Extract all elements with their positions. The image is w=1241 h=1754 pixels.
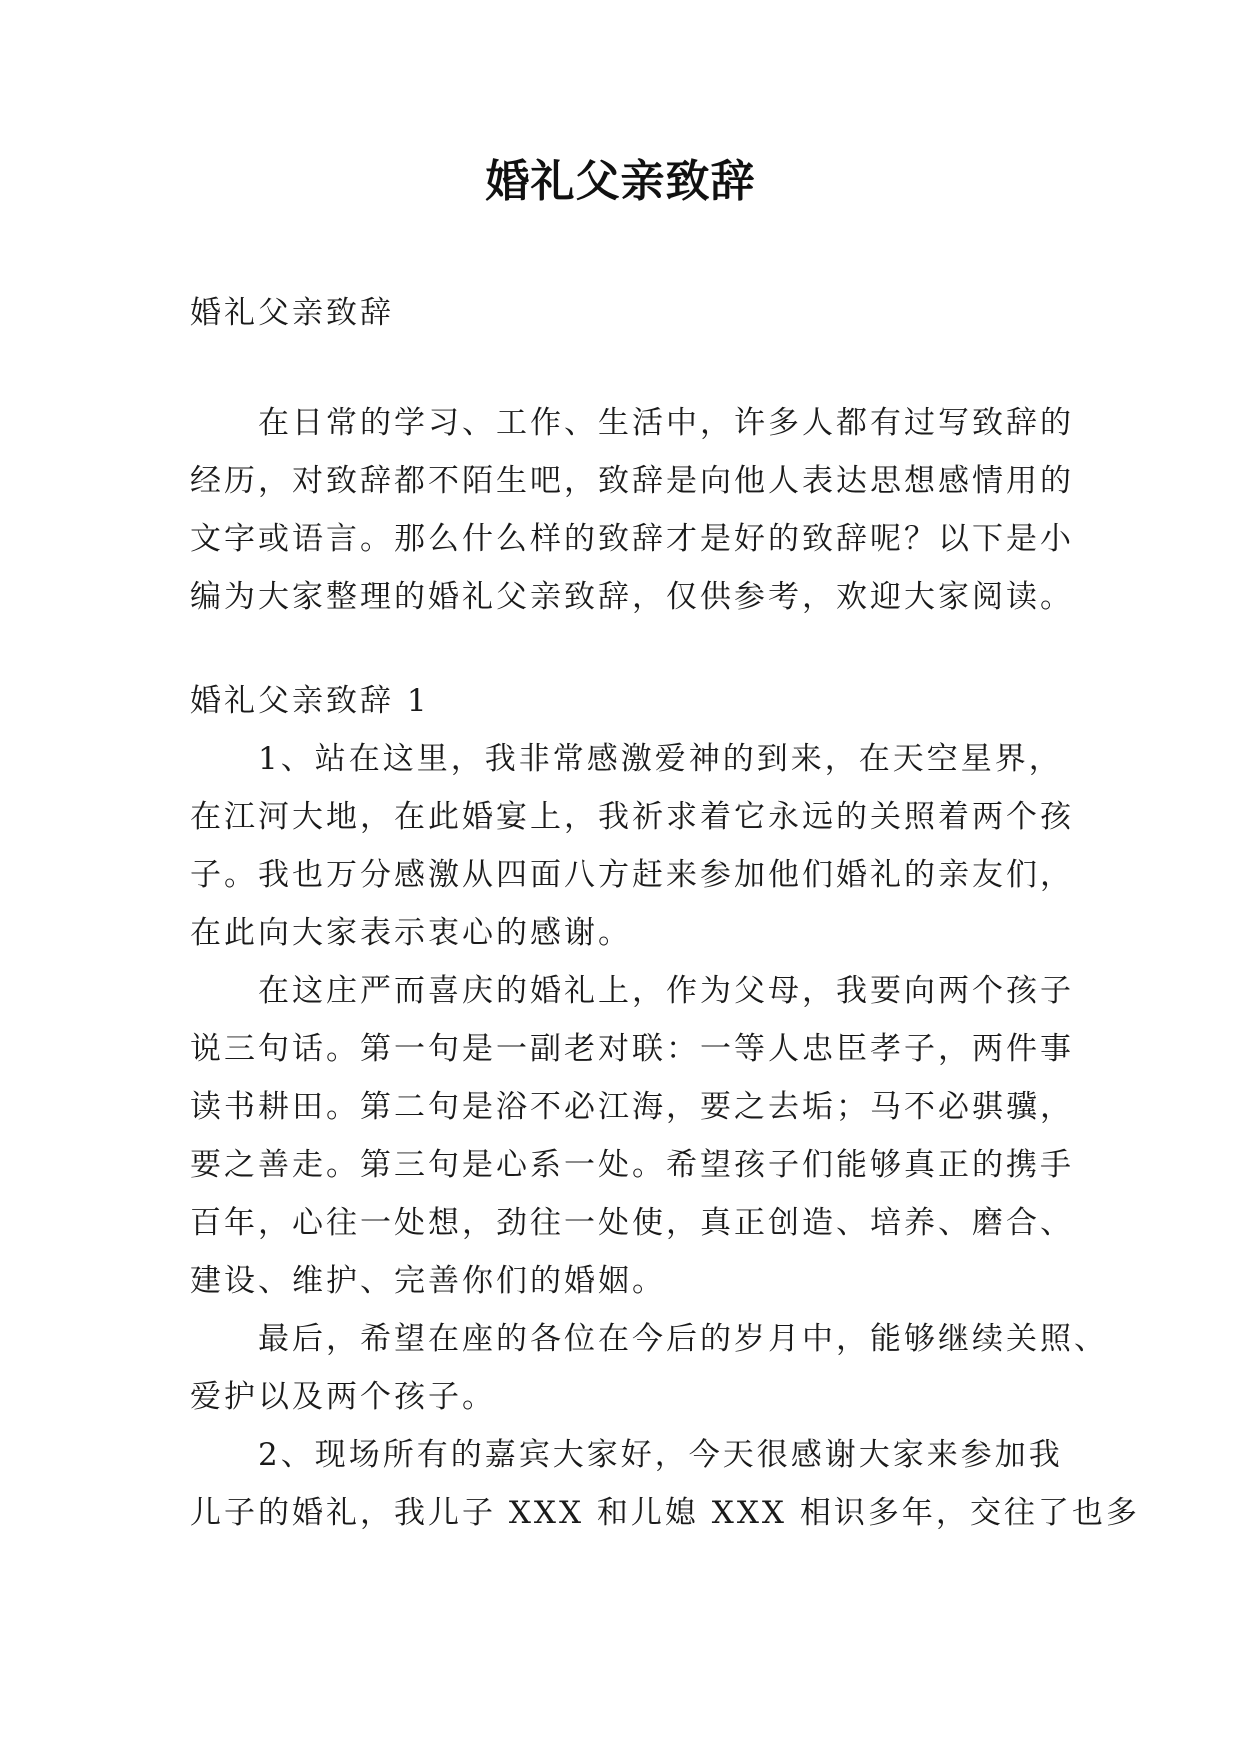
- paragraph-line: 儿子的婚礼，我儿子 XXX 和儿媳 XXX 相识多年，交往了也多: [190, 1495, 1140, 1531]
- intro-line: 在日常的学习、工作、生活中，许多人都有过写致辞的: [258, 405, 1074, 441]
- intro-line: 文字或语言。那么什么样的致辞才是好的致辞呢？以下是小: [190, 521, 1074, 557]
- document-body: [190, 284, 1140, 1542]
- paragraph-line: 在江河大地，在此婚宴上，我祈求着它永远的关照着两个孩: [190, 799, 1074, 835]
- paragraph-3: [190, 1310, 1108, 1426]
- document-subtitle: 婚礼父亲致辞: [190, 295, 394, 331]
- paragraph-line: 在此向大家表示衷心的感谢。: [190, 915, 632, 951]
- paragraph-line: 爱护以及两个孩子。: [190, 1379, 496, 1415]
- paragraph-2: [190, 962, 1074, 1310]
- intro-line: 编为大家整理的婚礼父亲致辞，仅供参考，欢迎大家阅读。: [190, 579, 1074, 615]
- paragraph-line: 在这庄严而喜庆的婚礼上，作为父母，我要向两个孩子: [258, 973, 1074, 1009]
- paragraph-line: 最后，希望在座的各位在今后的岁月中，能够继续关照、: [258, 1321, 1108, 1357]
- paragraph-1: [190, 730, 1074, 962]
- paragraph-line: 读书耕田。第二句是浴不必江海，要之去垢；马不必骐骥，: [190, 1089, 1074, 1125]
- intro-paragraph: [190, 394, 1074, 626]
- document-title: 婚礼父亲致辞: [485, 156, 756, 207]
- paragraph-line: 1、站在这里，我非常感激爱神的到来，在天空星界，: [258, 741, 1063, 777]
- paragraph-line: 子。我也万分感激从四面八方赶来参加他们婚礼的亲友们，: [190, 857, 1074, 893]
- intro-line: 经历，对致辞都不陌生吧，致辞是向他人表达思想感情用的: [190, 463, 1074, 499]
- paragraph-line: 百年，心往一处想，劲往一处使，真正创造、培养、磨合、: [190, 1205, 1074, 1241]
- paragraph-line: 说三句话。第一句是一副老对联：一等人忠臣孝子，两件事: [190, 1031, 1074, 1067]
- paragraph-line: 要之善走。第三句是心系一处。希望孩子们能够真正的携手: [190, 1147, 1074, 1183]
- section-heading: 婚礼父亲致辞 1: [190, 683, 430, 719]
- paragraph-line: 建设、维护、完善你们的婚姻。: [190, 1263, 666, 1299]
- paragraph-line: 2、现场所有的嘉宾大家好，今天很感谢大家来参加我: [258, 1437, 1063, 1473]
- paragraph-4: [190, 1426, 1140, 1542]
